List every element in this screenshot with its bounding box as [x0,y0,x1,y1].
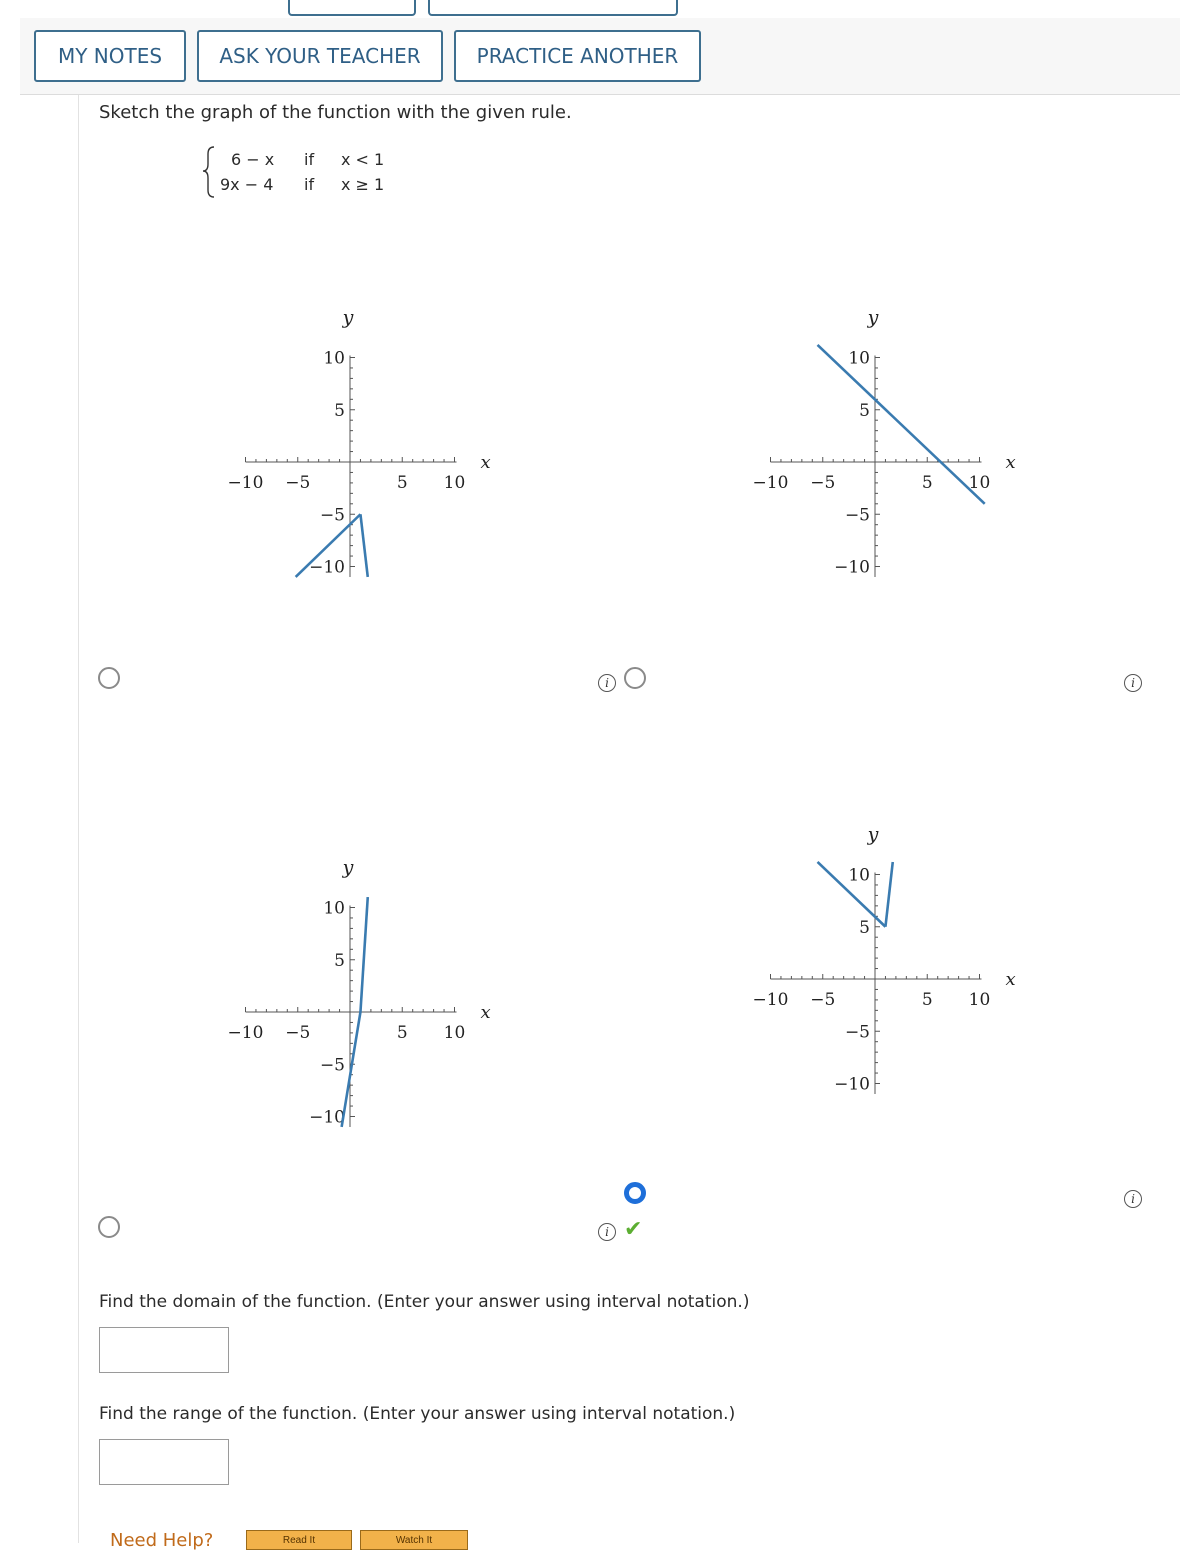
x-tick-label: −10 [227,473,264,493]
y-tick-label: −10 [834,1074,870,1095]
info-icon[interactable]: i [598,674,616,692]
x-tick-label: −10 [752,990,789,1010]
watch-it-button[interactable]: Watch It [360,1530,468,1550]
y-tick-label: −5 [844,505,870,526]
y-tick-label: −10 [309,1107,345,1128]
need-help-label: Need Help? [110,1530,214,1551]
x-tick-label: −5 [810,473,836,493]
x-tick-label: −5 [285,473,311,493]
correct-check-icon: ✔ [624,1217,643,1242]
question-prompt: Sketch the graph of the function with the given rule. [99,102,572,123]
x-tick-label: −10 [227,1023,264,1043]
x-axis-label: x [1005,452,1016,473]
series-line-piece2 [360,514,367,577]
y-axis-label: y [867,306,879,329]
domain-answer-input[interactable] [99,1327,229,1373]
radio-option-b[interactable] [624,667,646,689]
domain-question: Find the domain of the function. (Enter your answer using interval notation.) [99,1292,750,1312]
x-tick-label: −5 [810,990,836,1010]
piece1-cond: x < 1 [341,150,385,169]
x-axis-label: x [1005,969,1016,990]
piece2-expr: 9x − 4 [220,175,274,194]
x-tick-label: 10 [443,473,466,493]
piece1-expr: 6 − x [231,150,275,169]
y-tick-label: 10 [848,865,870,886]
y-axis-label: y [342,856,354,879]
piece2-cond: x ≥ 1 [341,175,385,194]
x-tick-label: 5 [396,1023,408,1043]
x-axis-label: x [480,1002,491,1023]
y-tick-label: 5 [334,950,345,971]
details-button-partial[interactable] [288,0,416,16]
x-tick-label: 5 [921,473,933,493]
graph-option-d [645,727,1125,1217]
brace-icon [198,144,218,200]
y-axis-label: y [867,823,879,846]
series-line-piece2 [885,862,892,927]
range-answer-input[interactable] [99,1439,229,1485]
x-tick-label: 10 [968,990,991,1010]
piece2-if: if [304,175,315,194]
my-notes-button[interactable]: MY NOTES [34,30,186,82]
practice-another-button[interactable]: PRACTICE ANOTHER [454,30,701,82]
y-tick-label: 5 [859,917,870,938]
info-icon[interactable]: i [1124,674,1142,692]
y-tick-label: −10 [834,557,870,578]
y-tick-label: −10 [309,557,345,578]
y-axis-label: y [342,306,354,329]
ask-your-teacher-button[interactable]: ASK YOUR TEACHER [197,30,443,82]
previous-answers-button-partial[interactable] [428,0,678,16]
read-it-button[interactable]: Read It [246,1530,352,1550]
radio-option-d[interactable] [624,1182,646,1204]
graph-option-a [120,210,600,700]
content-left-rule [78,95,79,1543]
top-strip [0,0,1180,18]
y-tick-label: −5 [319,1055,345,1076]
x-axis-label: x [480,452,491,473]
x-tick-label: −5 [285,1023,311,1043]
series-line-line [818,345,985,504]
question-toolbar [20,18,1180,95]
series-line-piece2 [360,897,367,1012]
x-tick-label: 5 [396,473,408,493]
radio-option-c[interactable] [98,1216,120,1238]
x-tick-label: 10 [443,1023,466,1043]
info-icon[interactable]: i [598,1223,616,1241]
y-tick-label: −5 [844,1022,870,1043]
info-icon[interactable]: i [1124,1190,1142,1208]
piece1-if: if [304,150,315,169]
y-tick-label: 5 [859,400,870,421]
y-tick-label: 10 [323,348,345,369]
graph-option-b [645,210,1125,700]
graph-option-c [120,760,600,1250]
x-tick-label: −10 [752,473,789,493]
y-tick-label: 5 [334,400,345,421]
y-tick-label: 10 [848,348,870,369]
y-tick-label: 10 [323,898,345,919]
x-tick-label: 10 [968,473,991,493]
y-tick-label: −5 [319,505,345,526]
radio-option-a[interactable] [98,667,120,689]
piecewise-rule [198,144,418,200]
range-question: Find the range of the function. (Enter your answer using interval notation.) [99,1404,736,1424]
x-tick-label: 5 [921,990,933,1010]
